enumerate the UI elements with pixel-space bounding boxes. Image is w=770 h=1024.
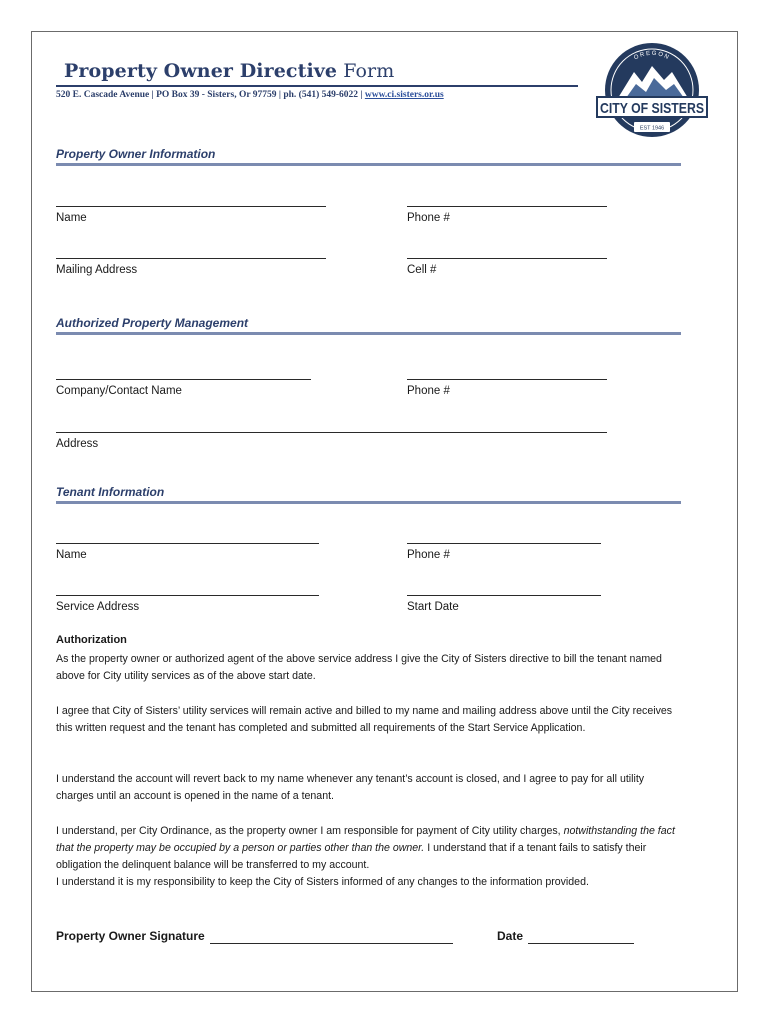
mgmt-phone-label: Phone # [407, 385, 450, 397]
owner-name-line[interactable] [56, 206, 326, 207]
header-divider [56, 85, 578, 87]
logo-state: OREGON [633, 50, 671, 62]
date-line[interactable] [528, 943, 634, 944]
city-logo [596, 38, 708, 142]
title-bold: Property Owner Directive [64, 60, 338, 82]
p5: I understand it is my responsibility to keep the City of Sisters informed of any changes to the information provided. [56, 876, 589, 888]
section-title-owner: Property Owner Information [56, 147, 216, 161]
p4-end: I understand that if a tenant fails to satisfy their obligation the delinquent balance will be transferred to my account. [56, 842, 647, 871]
mgmt-address-label: Address [56, 438, 99, 450]
mgmt-company-line[interactable] [56, 379, 311, 380]
mgmt-address-line[interactable] [56, 432, 607, 433]
logo-name: CITY OF SISTERS [600, 100, 704, 117]
section-rule-owner [56, 163, 681, 166]
mgmt-company-label: Company/Contact Name [56, 385, 182, 397]
section-rule-tenant [56, 501, 681, 504]
logo-established: EST 1946 [639, 125, 665, 132]
authorization-paragraph-2: I agree that City of Sisters’ utility services will remain active and billed to my name and mailing address above until the City receives this written request and the tenant has completed and submitted all requirements of the Start Service Application. [56, 705, 673, 734]
page-title [64, 60, 394, 82]
owner-mailing-label: Mailing Address [56, 264, 138, 276]
mgmt-phone-line[interactable] [407, 379, 607, 380]
owner-cell-line[interactable] [407, 258, 607, 259]
date-label: Date [497, 929, 524, 943]
authorization-paragraph-3: I understand the account will revert back to my name whenever any tenant’s account is closed, and I agree to pay for all utility charges until an account is opened in the name of a tenant. [56, 773, 645, 802]
tenant-service-address-line[interactable] [56, 595, 319, 596]
owner-name-label: Name [56, 212, 87, 224]
contact-address: 520 E. Cascade Avenue | PO Box 39 - Sisters, Or 97759 | ph. (541) 549-6022 | [56, 90, 363, 100]
owner-signature-line[interactable] [210, 943, 453, 944]
owner-mailing-line[interactable] [56, 258, 326, 259]
contact-line [56, 90, 444, 100]
owner-phone-label: Phone # [407, 212, 450, 224]
authorization-paragraph-4 [56, 823, 676, 891]
authorization-paragraph-1: As the property owner or authorized agent of the above service address I give the City of Sisters directive to bill the tenant named above for City utility services as of the above start date. [56, 653, 662, 682]
owner-signature-label: Property Owner Signature [56, 929, 205, 943]
website-link[interactable]: www.ci.sisters.or.us [364, 90, 444, 100]
section-title-tenant: Tenant Information [56, 485, 165, 499]
tenant-service-address-label: Service Address [56, 601, 140, 613]
tenant-name-label: Name [56, 549, 87, 561]
title-regular: Form [343, 60, 395, 82]
section-rule-management [56, 332, 681, 335]
tenant-phone-label: Phone # [407, 549, 450, 561]
tenant-phone-line[interactable] [407, 543, 601, 544]
p4-italic: notwithstanding the fact that the property may be occupied by a person or parties other than the owner. [56, 825, 675, 854]
p4-start: I understand, per City Ordinance, as the property owner I am responsible for payment of City utility charges, [56, 825, 561, 837]
authorization-heading: Authorization [56, 634, 127, 646]
owner-phone-line[interactable] [407, 206, 607, 207]
tenant-start-date-line[interactable] [407, 595, 601, 596]
tenant-name-line[interactable] [56, 543, 319, 544]
section-title-management: Authorized Property Management [56, 316, 249, 330]
owner-cell-label: Cell # [407, 264, 437, 276]
tenant-start-date-label: Start Date [407, 601, 459, 613]
